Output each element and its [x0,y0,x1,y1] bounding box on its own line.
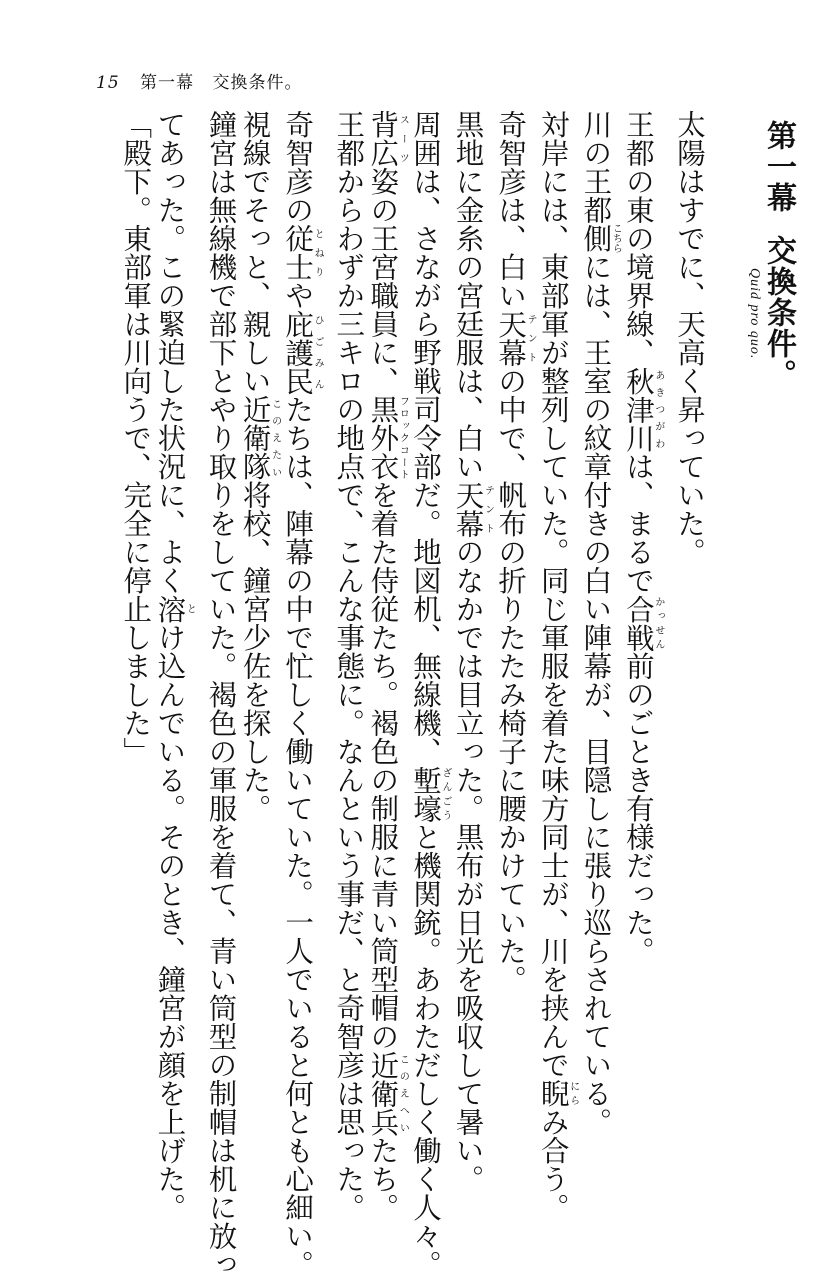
header-section: 交換条件。 [212,73,303,93]
page-number: 15 [96,73,120,93]
text-line: 黒地に金糸の宮廷服は、白い天幕テントのなかでは目立った。黒布が日光を吸収して暑い。 [451,110,494,1193]
text-line: 川の王都側こちらには、王室の紋章付きの白い陣幕が、目隠しに張り巡らされている。 [579,110,622,1136]
text-line: 奇智彦は、白い天幕テントの中で、帆布の折りたたみ椅子に腰かけていた。 [494,110,537,994]
text-line: 対岸には、東部軍が整列していた。同じ軍服を着た味方同士が、川を挟んで睨にらみ合う。 [536,110,579,1222]
text-line: 奇智彦の従士とねりや庇護民ひごみんたちは、陣幕の中で忙しく働いていた。一人でいると何とも心細い。 [281,110,324,1279]
text-line: てあった。この緊迫した状況に、よく溶とけ込んでいる。そのとき、鐘宮が顔を上げた。 [153,110,196,1222]
running-header [96,68,302,93]
title-latin: Quid pro quo. [747,268,762,360]
text-line: 周囲は、さながら野戦司令部だ。地図机、無線機、塹壕ざんごうと機関銃。あわただしく働く人々。 [408,110,451,1279]
text-line: 王都の東の境界線、秋津川あきつがわは、まるで合戦かっせん前のごとき有様だった。 [621,110,664,965]
text-line: 「殿下。東部軍は川向うで、完全に停止しました」 [119,110,153,766]
chapter-title [760,120,800,620]
text-line: 王都からわずか三キロの地点で、こんな事態に。なんという事だ、と奇智彦は思った。 [332,110,366,1222]
text-line: 視線でそっと、親しい近衛隊このえたい将校、鐘宮少佐を探した。 [238,110,281,823]
body-text [50,110,800,1279]
text-line: 鐘宮は無線機で部下とやり取りをしていた。褐色の軍服を着て、青い筒型の制帽は机に放っ [204,110,238,1279]
text-line: 背広スーツ姿の王宮職員に、黒外衣フロックコートを着た侍従たち。褐色の制服に青い筒型帽の近衛兵このえへいたち。 [366,110,409,1222]
chapter-act: 第一幕 [761,120,796,213]
header-chapter: 第一幕 [140,73,195,93]
chapter-name: 交換条件。 [761,235,796,390]
text-line: 太陽はすでに、天高く昇っていた。 [673,110,706,566]
